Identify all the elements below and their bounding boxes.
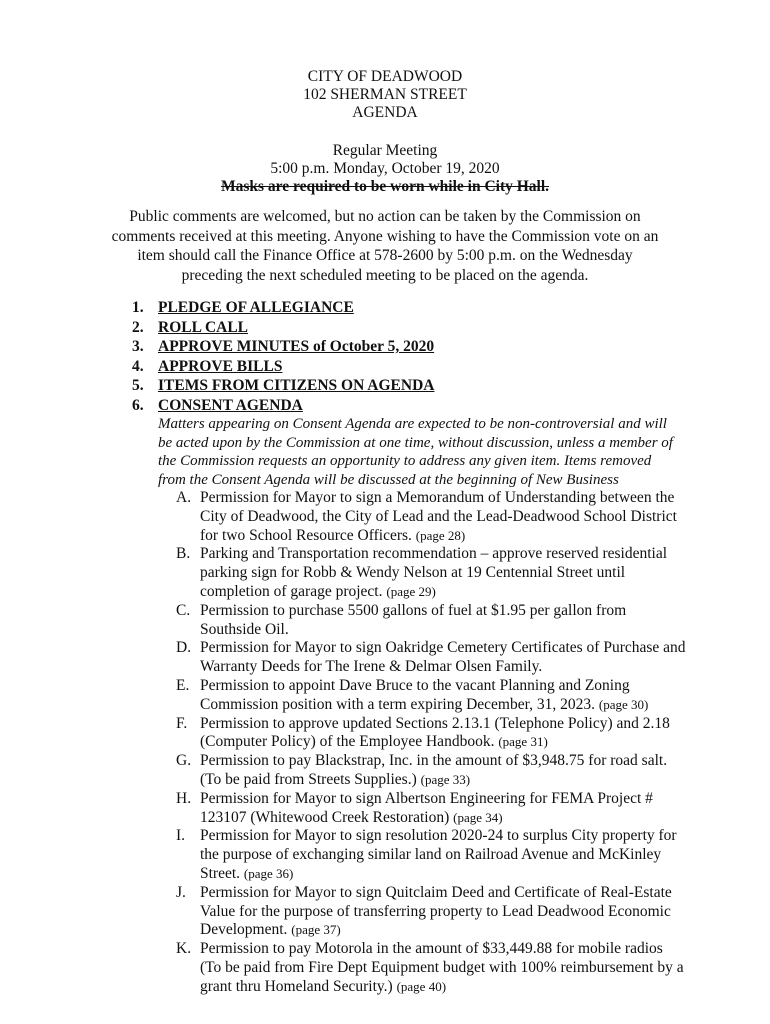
city-name: CITY OF DEADWOOD — [307, 68, 463, 85]
consent-item-text: Permission for Mayor to sign Albertson Engineering for FEMA Project # 123107 (Whitewood Creek Restoration) — [200, 789, 653, 826]
consent-item-text: Permission for Mayor to sign Quitclaim Deed and Certificate of Real-Estate Value for the purpose of transferring property to Lead Deadwood Economic Development. — [200, 883, 672, 939]
consent-item-text: Permission to approve updated Sections 2.13.1 (Telephone Policy) and 2.18 (Computer Policy) of the Employee Handbook. — [200, 714, 670, 751]
consent-item-letter: D. — [176, 639, 192, 657]
consent-item-letter: F. — [176, 714, 188, 732]
consent-item-letter: C. — [176, 601, 191, 619]
consent-item-text: Permission for Mayor to sign resolution 2020-24 to surplus City property for the purpose of exchanging similar land on Railroad Avenue and McKinley Street. — [200, 827, 677, 882]
agenda-item-number: 1. — [132, 299, 144, 316]
agenda-item-consent — [132, 396, 672, 416]
consent-item — [176, 827, 686, 883]
consent-item-text: Permission to appoint Dave Bruce to the vacant Planning and Zoning Commission position with a term expiring December, 31, 2023. — [200, 676, 630, 713]
consent-item-text: Permission for Mayor to sign a Memorandum of Understanding between the City of Deadwood, the City of Lead and the Lead-Deadwood School District for two School Resource Officers. — [200, 489, 677, 544]
consent-item-letter: G. — [176, 752, 192, 770]
agenda-item-label: ITEMS FROM CITIZENS ON AGENDA — [158, 377, 435, 394]
city-address: 102 SHERMAN STREET — [303, 86, 467, 103]
consent-item-letter: H. — [176, 789, 192, 807]
document-title: AGENDA — [352, 104, 418, 121]
consent-item-text: Permission to pay Motorola in the amount of $33,449.88 for mobile radios (To be paid from Fire Dept Equipment budget with 100% reimbursement by a grant thru Homeland Security.) — [200, 940, 684, 995]
consent-item-text: Permission for Mayor to sign Oakridge Cemetery Certificates of Purchase and Warranty Deeds for The Irene & Delmar Olsen Family. — [200, 639, 686, 676]
consent-item — [176, 639, 686, 677]
agenda-item-number: 2. — [132, 318, 144, 336]
consent-item-page: (page 30) — [598, 696, 649, 712]
agenda-item-label: ROLL CALL — [158, 318, 249, 336]
consent-item-page: (page 31) — [498, 734, 548, 750]
consent-item-page: (page 37) — [291, 922, 341, 938]
consent-agenda-note: Matters appearing on Consent Agenda are expected to be non-controversial and will be acted upon by the Commission at one time, without discussion, unless a member of the Commission requests an opportunity to address any given item. Items removed from the Consent Agenda will be discussed at the beginning of New Business — [158, 416, 673, 488]
consent-item — [176, 884, 686, 940]
consent-item-letter: A. — [176, 489, 192, 506]
mask-notice: Masks are required to be worn while in City Hall. — [220, 178, 550, 195]
consent-items-list — [176, 489, 686, 997]
consent-item — [176, 790, 686, 828]
agenda-item-number: 3. — [132, 338, 144, 355]
consent-section — [132, 415, 686, 997]
consent-item-letter: B. — [176, 545, 191, 563]
consent-item — [176, 545, 686, 601]
consent-item — [176, 489, 686, 545]
consent-item-page: (page 36) — [243, 865, 294, 881]
public-comment-notice: Public comments are welcomed, but no action can be taken by the Commission on comments received at this meeting. Anyone wishing to have the Commission vote on an item should call the Finance Office at 578-2600 by 5:00 p.m. on the Wednesday preceding the next scheduled meeting to be placed on the agenda. — [111, 208, 659, 284]
agenda-item-label: APPROVE MINUTES of October 5, 2020 — [158, 338, 435, 355]
consent-item-text: Permission to pay Blackstrap, Inc. in the amount of $3,948.75 for road salt. (To be paid from Streets Supplies.) — [200, 752, 668, 788]
meeting-time: 5:00 p.m. Monday, October 19, 2020 — [270, 160, 500, 177]
consent-item-text: Permission to purchase 5500 gallons of fuel at $1.95 per gallon from Southside Oil. — [200, 601, 627, 638]
mask-notice-line — [0, 178, 770, 195]
agenda-item-number: 6. — [132, 396, 144, 414]
consent-item-page: (page 34) — [453, 809, 503, 825]
agenda-item-label: PLEDGE OF ALLEGIANCE — [158, 299, 354, 316]
consent-item-page: (page 40) — [396, 978, 447, 994]
consent-item — [176, 602, 686, 640]
consent-item-text: Parking and Transportation recommendation – approve reserved residential parking sign for Robb & Wendy Nelson at 19 Centennial Street until completion of garage project. — [200, 545, 668, 600]
agenda-item — [132, 298, 672, 318]
consent-item-letter: E. — [176, 676, 190, 694]
consent-item-letter: I. — [176, 827, 186, 845]
consent-item-letter: J. — [176, 883, 186, 901]
consent-item — [176, 752, 686, 790]
consent-item — [176, 940, 686, 996]
agenda-item — [132, 337, 672, 357]
consent-item — [176, 677, 686, 715]
meeting-type: Regular Meeting — [332, 142, 438, 159]
agenda-item-number: 5. — [132, 377, 144, 394]
agenda-list — [132, 298, 672, 415]
consent-item-letter: K. — [176, 940, 192, 958]
agenda-item — [132, 357, 672, 377]
agenda-item — [132, 376, 672, 396]
agenda-item — [132, 318, 672, 338]
consent-item-page: (page 28) — [415, 527, 466, 543]
consent-item-page: (page 29) — [386, 583, 436, 599]
consent-item-page: (page 33) — [420, 771, 471, 787]
agenda-item-label: CONSENT AGENDA — [158, 396, 303, 414]
agenda-item-number: 4. — [132, 357, 144, 375]
consent-item — [176, 715, 686, 753]
agenda-item-label: APPROVE BILLS — [158, 357, 283, 375]
